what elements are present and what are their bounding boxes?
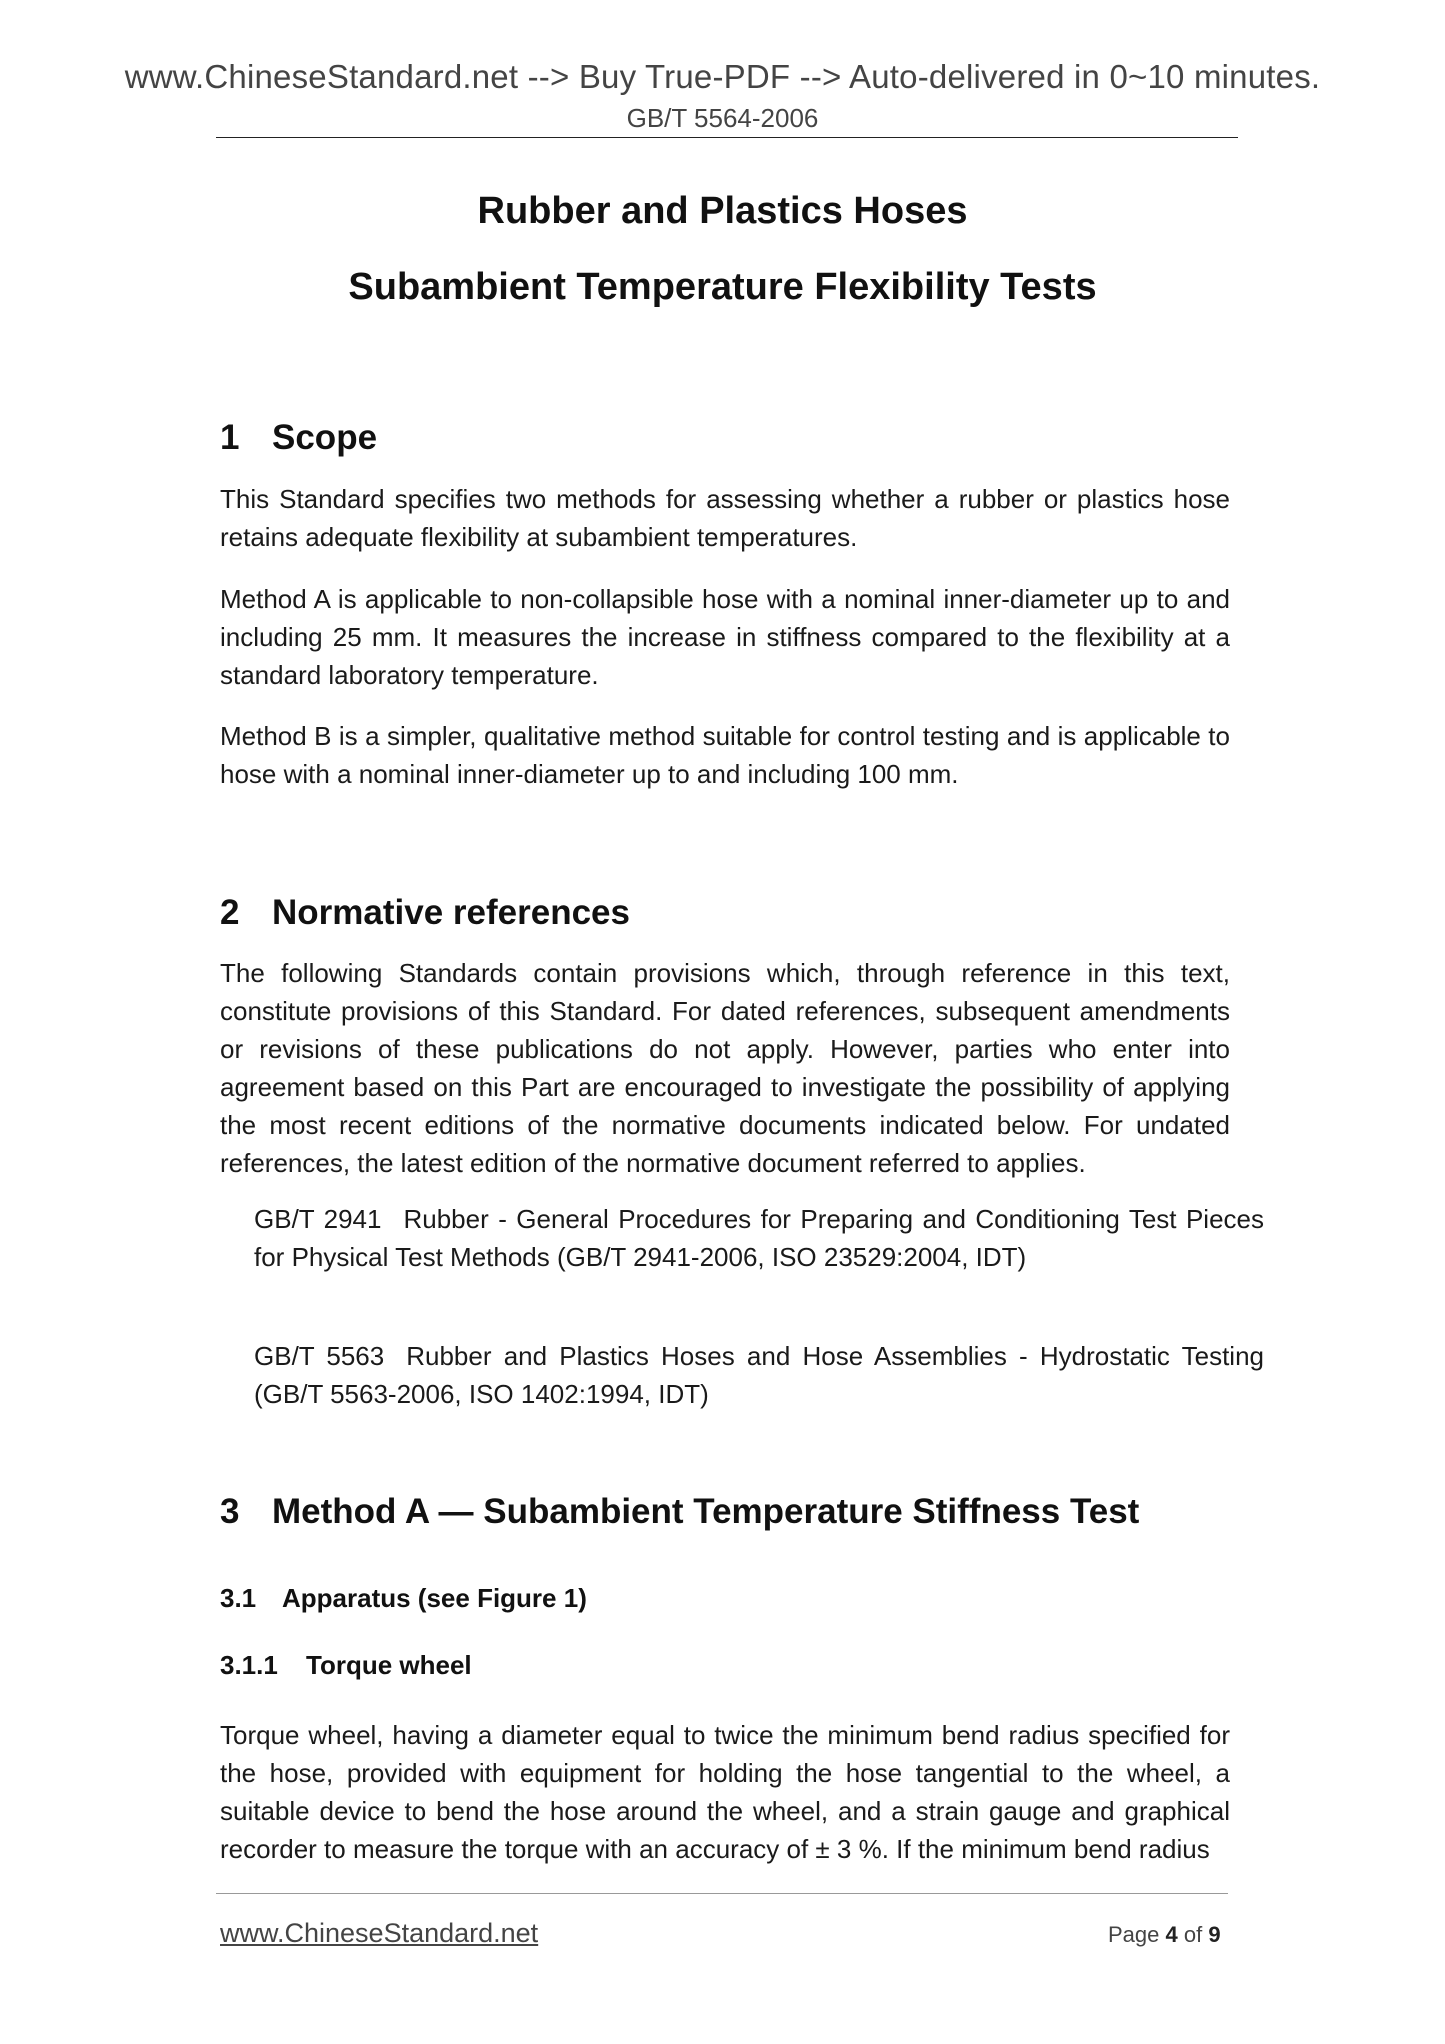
page-label: Page [1108, 1922, 1160, 1947]
header-divider [216, 137, 1238, 138]
subsection-title: Torque wheel [306, 1650, 472, 1680]
scope-paragraph-1: This Standard specifies two methods for assessing whether a rubber or plastics hose retains adequate flexibility at subambient temperatures. [220, 484, 1230, 552]
scope-paragraph-3: Method B is a simpler, qualitative method suitable for control testing and is applicable to hose with a nominal inner-diameter up to and including 100 mm. [220, 721, 1230, 789]
reference-code: GB/T 2941 [254, 1204, 382, 1234]
scope-paragraph-2: Method A is applicable to non-collapsible hose with a nominal inner-diameter up to and including 25 mm. It measures the increase in stiffness compared to the flexibility at a standard laboratory temperature. [220, 584, 1230, 690]
page-banner: www.ChineseStandard.net --> Buy True-PDF --> Auto-delivered in 0~10 minutes. [124, 58, 1321, 95]
section-number: 1 [220, 418, 240, 457]
section-heading-normative [220, 893, 1230, 933]
reference-item [220, 1337, 1264, 1413]
section-title: Normative references [272, 893, 630, 932]
page-indicator [1108, 1922, 1221, 1948]
page-total: 9 [1208, 1922, 1221, 1947]
reference-text: Rubber - General Procedures for Preparing and Conditioning Test Pieces for Physical Test Methods (GB/T 2941-2006, ISO 23529:2004, IDT) [254, 1204, 1264, 1272]
document-subtitle: Subambient Temperature Flexibility Tests [348, 266, 1097, 308]
standard-code: GB/T 5564-2006 [626, 103, 819, 133]
section-title: Scope [272, 418, 378, 457]
section-number: 2 [220, 893, 240, 932]
reference-code: GB/T 5563 [254, 1341, 385, 1371]
subsection-number: 3.1.1 [220, 1650, 278, 1680]
footer-divider [216, 1893, 1228, 1894]
section-heading-scope [220, 418, 1230, 458]
section-number: 3 [220, 1492, 240, 1531]
normative-paragraph: The following Standards contain provisions which, through reference in this text, constitute provisions of this Standard. For dated references, subsequent amendments or revisions of these publications do not apply. However, parties who enter into agreement based on this Part are encouraged to investigate the possibility of applying the most recent editions of the normative documents indicated below. For undated references, the latest edition of the normative document referred to applies. [220, 958, 1230, 1178]
subsection-heading-apparatus [220, 1583, 1230, 1614]
section-heading-method-a [220, 1492, 1230, 1532]
subsection-number: 3.1 [220, 1583, 257, 1613]
reference-text: Rubber and Plastics Hoses and Hose Assemblies - Hydrostatic Testing (GB/T 5563-2006, ISO 1402:1994, IDT) [254, 1341, 1265, 1409]
footer-site-link[interactable]: www.ChineseStandard.net [220, 1918, 539, 1948]
subsection-heading-torque-wheel [220, 1650, 1230, 1681]
subsection-title: Apparatus (see Figure 1) [282, 1583, 587, 1613]
page-current: 4 [1165, 1922, 1178, 1947]
reference-item [220, 1200, 1264, 1276]
document-title: Rubber and Plastics Hoses [477, 190, 968, 232]
page-of-label: of [1183, 1922, 1203, 1947]
section-title: Method A — Subambient Temperature Stiffness Test [272, 1492, 1140, 1531]
torque-wheel-paragraph: Torque wheel, having a diameter equal to twice the minimum bend radius specified for the hose, provided with equipment for holding the hose tangential to the wheel, a suitable device to bend the hose around the wheel, and a strain gauge and graphical recorder to measure the torque with an accuracy of ± 3 %. If the minimum bend radius [220, 1720, 1230, 1864]
